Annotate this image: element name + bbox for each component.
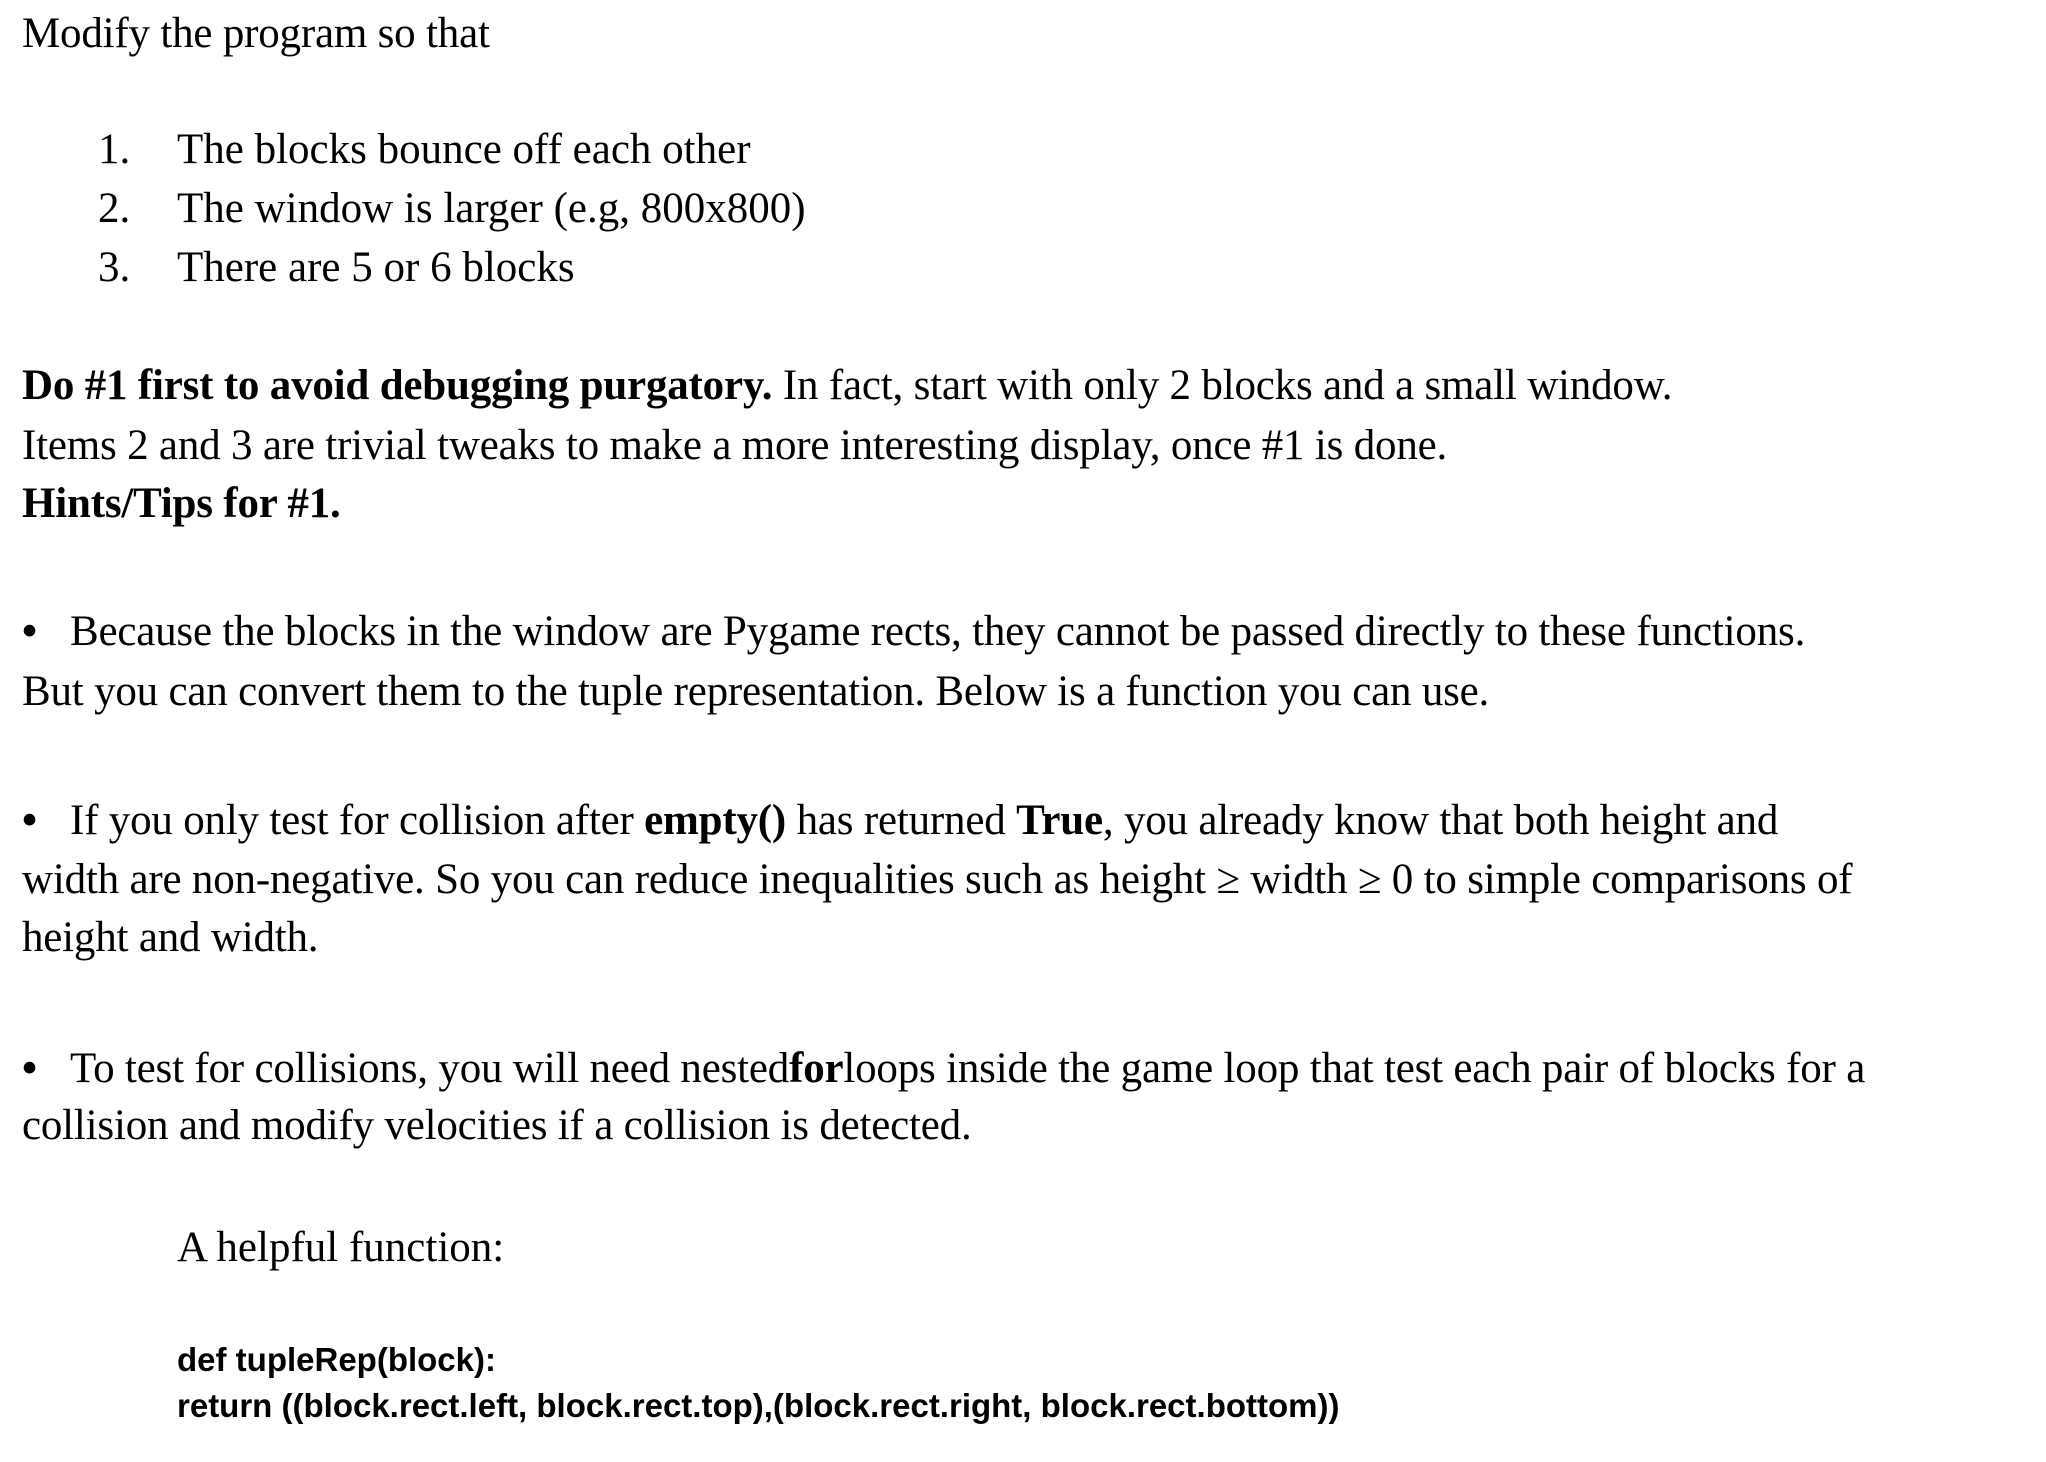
code-term-true: True — [1016, 797, 1103, 844]
code-line-return: return ((block.rect.left, block.rect.top),(block.rect.right, block.rect.bottom)) — [177, 1387, 1340, 1424]
list-item-text: The window is larger (e.g, 800x800) — [177, 185, 806, 232]
intro-text: Modify the program so that — [22, 10, 490, 57]
bullet-icon: • — [22, 797, 37, 844]
bullet-1-line-1 — [22, 604, 1805, 660]
bullet-2-line-2: width are non-negative. So you can reduce inequalities such as height ≥ width ≥ 0 to simple comparisons of — [22, 856, 1853, 903]
list-item-number: 3. — [98, 244, 131, 291]
bullet-text: If you only test for collision after — [70, 797, 645, 844]
bullet-1-line-2: But you can convert them to the tuple representation. Below is a function you can use. — [22, 668, 1490, 715]
helpful-function-label: A helpful function: — [177, 1224, 505, 1271]
bullet-text: Because the blocks in the window are Pygame rects, they cannot be passed directly to these functions. — [70, 608, 1806, 655]
code-line-def: def tupleRep(block): — [177, 1341, 496, 1378]
code-term-empty: empty() — [644, 797, 787, 844]
bullet-text: loops inside the game loop that test each pair of blocks for a — [843, 1045, 1866, 1092]
bullet-icon: • — [22, 608, 37, 655]
bullet-3-line-1 — [22, 1041, 1865, 1097]
paragraph-items-note: Items 2 and 3 are trivial tweaks to make a more interesting display, once #1 is done. — [22, 422, 1448, 469]
bullet-2-line-3: height and width. — [22, 914, 319, 961]
bullet-3-line-2: collision and modify velocities if a collision is detected. — [22, 1102, 972, 1149]
bullet-text: has returned — [786, 797, 1017, 844]
hints-heading: Hints/Tips for #1. — [22, 480, 341, 527]
bullet-text: To test for collisions, you will need nested — [70, 1045, 790, 1092]
list-item-text: There are 5 or 6 blocks — [177, 244, 575, 291]
bullet-2-line-1 — [22, 793, 1778, 849]
code-term-for: for — [789, 1045, 844, 1092]
paragraph-do-first — [22, 358, 1672, 414]
paragraph-text: In fact, start with only 2 blocks and a small window. — [772, 362, 1673, 409]
list-item-text: The blocks bounce off each other — [177, 126, 751, 173]
list-item-number: 1. — [98, 126, 131, 173]
bullet-icon: • — [22, 1045, 37, 1092]
paragraph-bold-lead: Do #1 first to avoid debugging purgatory. — [22, 362, 773, 409]
list-item-number: 2. — [98, 185, 131, 232]
bullet-text: , you already know that both height and — [1102, 797, 1779, 844]
